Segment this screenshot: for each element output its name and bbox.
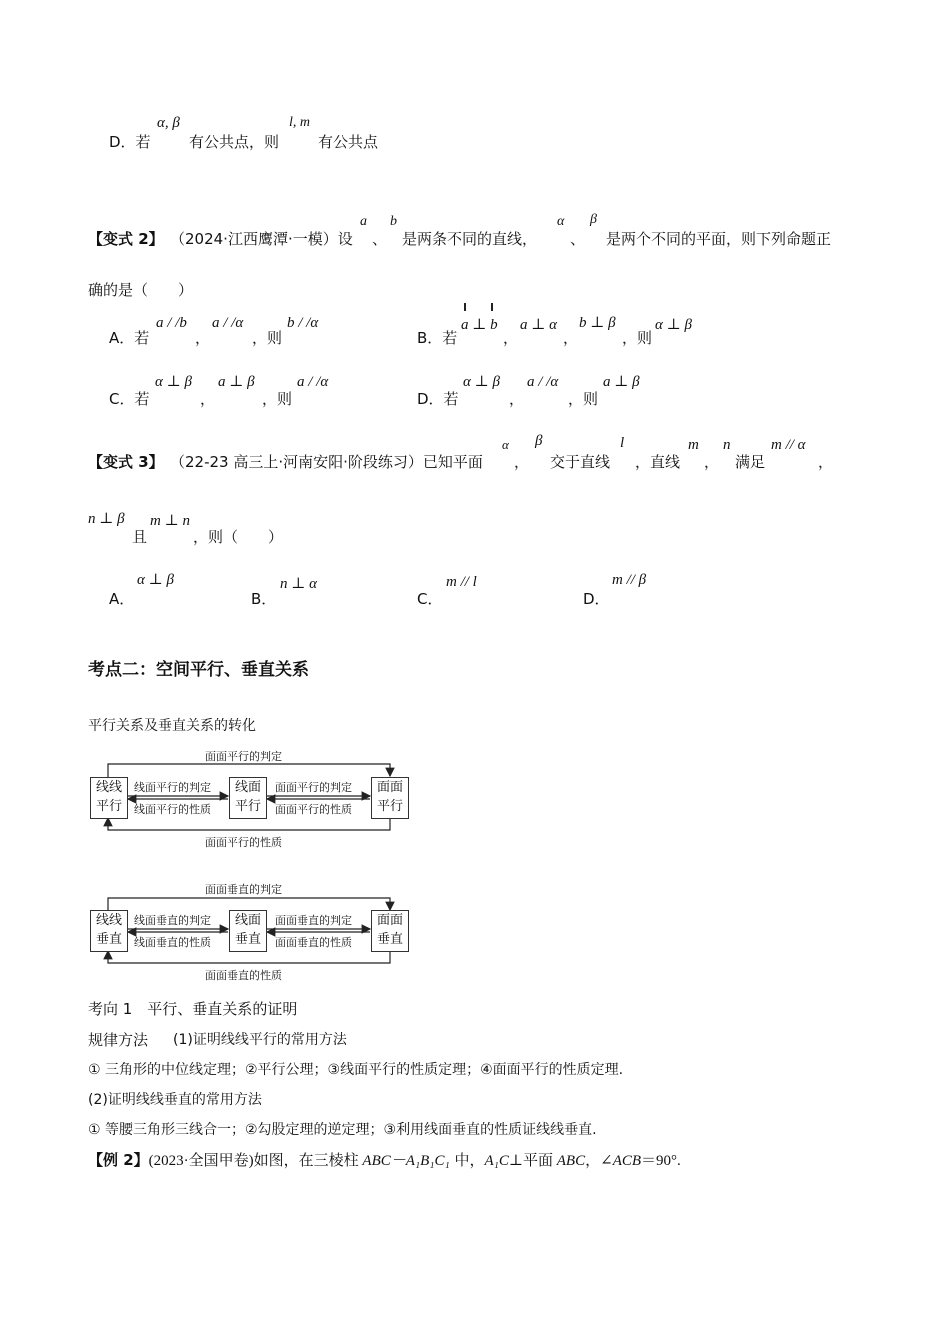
prev-option-d-expr-1: α, β: [157, 115, 180, 131]
box-text: 线面: [234, 780, 261, 795]
box-plane-plane-perpendicular: [371, 910, 409, 952]
box-line-plane-parallel: [229, 777, 267, 819]
example2-prism: ABC－A₁B₁C₁: [362, 1153, 450, 1169]
variant3-and: 且: [132, 528, 148, 546]
perpendicular-left-down: 线面垂直的性质: [134, 936, 211, 949]
box-text: 面面: [376, 913, 403, 928]
box-text: 垂直: [234, 932, 261, 947]
section-title: 考点二：空间平行、垂直关系: [88, 660, 309, 680]
method-p2-items: ① 等腰三角形三线合一；②勾股定理的逆定理；③利用线面垂直的性质证线线垂直.: [88, 1122, 597, 1138]
variant3-option-a-label: A．: [109, 590, 135, 608]
variant3-line-m: m: [688, 437, 699, 453]
variant3-lines-text: ，直线: [635, 453, 681, 471]
variant3-option-c-expr: m // l: [446, 574, 477, 590]
variant2-option-c-expr-1: α ⊥ β: [155, 374, 192, 390]
perpendicular-top-label: 面面垂直的判定: [205, 883, 282, 896]
prev-option-d-mid: 有公共点，则: [189, 133, 280, 151]
prev-option-d-label: D．若: [109, 133, 151, 151]
variant2-option-d-label: D．若: [417, 390, 459, 408]
variant3-comma-3: ，: [818, 453, 834, 471]
variant2-option-b-then: ，则: [622, 329, 653, 347]
variant2-option-d-comma: ，: [509, 390, 525, 408]
variant2-option-b-expr-4: α ⊥ β: [655, 317, 692, 333]
variant3-option-b-expr: n ⊥ α: [280, 576, 317, 592]
diagram-caption: 平行关系及垂直关系的转化: [88, 718, 256, 734]
variant2-option-c-comma: ，: [200, 390, 216, 408]
example2-plane: ABC: [556, 1153, 586, 1169]
box-text: 平行: [234, 799, 261, 814]
example2-line: [88, 1149, 681, 1170]
variant2-sep2: 、: [570, 230, 586, 248]
variant3-option-a-expr: α ⊥ β: [137, 572, 174, 588]
variant3-source: （22-23 高三上·河南安阳·阶段练习）已知平面: [170, 453, 483, 471]
variant2-option-a-expr-1: a / /b: [156, 315, 187, 331]
variant3-comma-1: ，: [514, 453, 530, 471]
variant2-option-b-label: B．若: [417, 329, 458, 347]
variant2-option-b-comma-2: ，: [563, 329, 579, 347]
box-text: 面面: [376, 780, 403, 795]
box-text: 平行: [376, 799, 403, 814]
box-text: 垂直: [376, 932, 403, 947]
perpendicular-right-down: 面面垂直的性质: [275, 936, 352, 949]
parallel-left-up: 线面平行的判定: [134, 781, 211, 794]
box-text: 线线: [95, 780, 122, 795]
direction-title: 考向 1 平行、垂直关系的证明: [88, 1000, 298, 1018]
perpendicular-left-up: 线面垂直的判定: [134, 914, 211, 927]
method-p2: (2)证明线线垂直的常用方法: [88, 1092, 262, 1108]
perpendicular-bottom-label: 面面垂直的性质: [205, 969, 282, 982]
variant2-beta: β: [590, 212, 597, 227]
parallel-right-down: 面面平行的性质: [275, 803, 352, 816]
box-text: 垂直: [95, 932, 122, 947]
perpendicular-right-up: 面面垂直的判定: [275, 914, 352, 927]
variant2-option-a-comma: ，: [195, 329, 211, 347]
variant3-comma-2: ，: [704, 453, 720, 471]
variant2-var-a: a: [360, 214, 367, 229]
method-p1-items: ① 三角形的中位线定理；②平行公理；③线面平行的性质定理；④面面平行的性质定理.: [88, 1062, 624, 1078]
variant2-option-a-expr-2: a / /α: [212, 315, 244, 331]
box-line-line-perpendicular: [90, 910, 128, 952]
variant2-lines-text: 是两条不同的直线，: [402, 230, 538, 248]
box-plane-plane-parallel: [371, 777, 409, 819]
variant2-option-b-expr-1: a ⊥ b: [461, 317, 498, 333]
variant2-option-b-expr-2: a ⊥ α: [520, 317, 557, 333]
variant3-option-d-label: D．: [583, 590, 610, 608]
variant2-option-b-expr-3: b ⊥ β: [579, 315, 616, 331]
variant2-option-d-expr-3: a ⊥ β: [603, 374, 640, 390]
variant3-cond-3: m ⊥ n: [150, 513, 190, 529]
variant3-intersect-text: 交于直线: [550, 453, 611, 471]
variant2-option-c-expr-3: a / /α: [297, 374, 329, 390]
variant2-tag: 【变式 2】: [88, 230, 164, 248]
variant3-option-c-label: C．: [417, 590, 443, 608]
box-text: 线面: [234, 913, 261, 928]
variant2-alpha: α: [557, 214, 565, 229]
example2-angle: ∠ACB: [600, 1153, 642, 1169]
prev-option-d-expr-2: l, m: [289, 115, 310, 130]
prev-option-d-end: 有公共点: [318, 133, 379, 151]
variant2-option-d-then: ，则: [568, 390, 599, 408]
variant2-option-a-expr-3: b / /α: [287, 315, 319, 331]
example2-perp: ⊥平面: [508, 1153, 557, 1169]
box-line-plane-perpendicular: [229, 910, 267, 952]
variant3-beta: β: [535, 433, 543, 449]
variant2-var-b: b: [390, 214, 397, 229]
variant2-sep1: 、: [372, 230, 388, 248]
parallel-bottom-label: 面面平行的性质: [205, 836, 282, 849]
variant3-option-b-label: B．: [251, 590, 277, 608]
method-title: 规律方法: [88, 1031, 149, 1049]
variant2-option-d-expr-2: a / /α: [527, 374, 559, 390]
example2-comma: ，: [585, 1151, 601, 1169]
variant2-planes-text: 是两个不同的平面，则下列命题正: [606, 230, 832, 248]
variant2-option-b-comma-1: ，: [503, 329, 519, 347]
variant3-then: ，则（ ）: [193, 528, 284, 546]
example2-source: (2023·全国甲卷)如图，在三棱柱: [148, 1153, 363, 1169]
box-line-line-parallel: [90, 777, 128, 819]
variant2-option-a-then: ，则: [252, 329, 283, 347]
parallel-right-up: 面面平行的判定: [275, 781, 352, 794]
example2-tag: 【例 2】: [88, 1151, 149, 1169]
variant3-satisfy: 满足: [735, 453, 766, 471]
method-p1: (1)证明线线平行的常用方法: [173, 1032, 347, 1048]
parallel-left-down: 线面平行的性质: [134, 803, 211, 816]
variant2-source: （2024·江西鹰潭·一模）设: [170, 230, 353, 248]
variant2-option-c-then: ，则: [262, 390, 293, 408]
variant3-cond-2: n ⊥ β: [88, 511, 125, 527]
variant2-option-a-label: A．若: [109, 329, 150, 347]
variant2-question-end: 确的是（ ）: [88, 281, 194, 299]
variant2-option-c-expr-2: a ⊥ β: [218, 374, 255, 390]
variant3-tag: 【变式 3】: [88, 453, 164, 471]
example2-rel: A₁C: [484, 1153, 509, 1169]
example2-mid: 中，: [449, 1151, 485, 1169]
parallel-top-label: 面面平行的判定: [205, 750, 282, 763]
box-text: 平行: [95, 799, 122, 814]
box-text: 线线: [95, 913, 122, 928]
variant3-line-n: n: [723, 437, 731, 453]
variant2-option-d-expr-1: α ⊥ β: [463, 374, 500, 390]
variant3-alpha: α: [502, 437, 509, 452]
example2-eq: ＝90°.: [641, 1153, 681, 1169]
variant3-line-l: l: [620, 435, 625, 451]
variant3-cond-1: m // α: [771, 437, 806, 453]
variant2-option-c-label: C．若: [109, 390, 150, 408]
variant3-option-d-expr: m // β: [612, 572, 647, 588]
